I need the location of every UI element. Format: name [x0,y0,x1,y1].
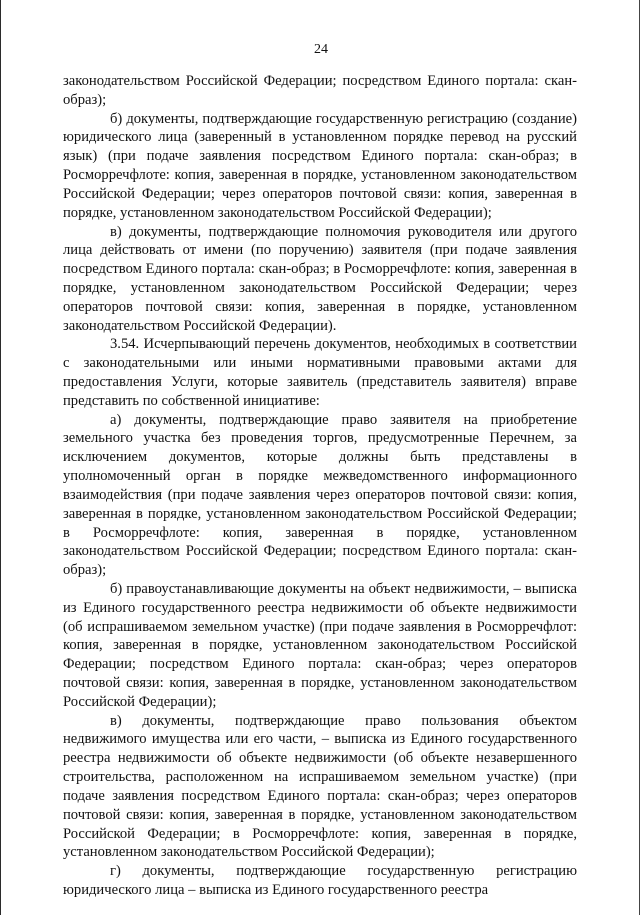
paragraph-item-a: а) документы, подтверждающие право заявителя на приобретение земельного участка без проведения торгов, предусмотренные Перечнем, за исключением документов, которые должны быть представлены в уполномоченный орган в порядке межведомственного информационного взаимодействия (при подаче заявления через операторов почтовой связи: копия, заверенная в порядке, установленном законодательством Российской Федерации; в Росморречфлоте: копия, заверенная в порядке, установленном законодательством Российской Федерации; посредством Единого портала: скан-образ); [63,411,577,579]
paragraph-item-v-2: в) документы, подтверждающие право пользования объектом недвижимого имущества или его части, – выписка из Единого государственного реестра недвижимости об объекте недвижимости (об объекте незавершенного строительства, расположенном на испрашиваемом земельном участке) (при подаче заявления посредством Единого портала: скан-образ; через операторов почтовой связи: копия, заверенная в порядке, установленном законодательством Российской Федерации; в Росморречфлоте: копия, заверенная в порядке, установленном законодательством Российской Федерации); [63,712,577,861]
page-number: 24 [314,42,328,57]
paragraph-clause-3-54: 3.54. Исчерпывающий перечень документов, необходимых в соответствии с законодательными или иными нормативными правовыми актами для предоставления Услуги, которые заявитель (представитель заявителя) вправе представить по собственной инициативе: [63,336,577,409]
paragraph-continuation: законодательством Российской Федерации; посредством Единого портала: скан-образ); [63,73,577,108]
paragraph-item-g: г) документы, подтверждающие государственную регистрацию юридического лица – выписка из Единого государственного реестра [63,863,577,898]
paragraph-item-b: б) документы, подтверждающие государственную регистрацию (создание) юридического лица (заверенный в установленном порядке перевод на русский язык) (при подаче заявления посредством Единого портала: скан-образ; в Росморречфлоте: копия, заверенная в порядке, установленном законодательством Российской Федерации; через операторов почтовой связи: копия, заверенная в порядке, установленном законодательством Российской Федерации); [63,110,577,221]
paragraph-item-v: в) документы, подтверждающие полномочия руководителя или другого лица действовать от имени (по поручению) заявителя (при подаче заявления посредством Единого портала: скан-образ; в Росморречфлоте: копия, заверенная в порядке, установленном законодательством Российской Федерации; через операторов почтовой связи: копия, заверенная в порядке, установленном законодательством Российской Федерации). [63,223,577,334]
paragraph-item-b-2: б) правоустанавливающие документы на объект недвижимости, – выписка из Единого государственного реестра недвижимости об объекте недвижимости (об испрашиваемом земельном участке) (при подаче заявления в Росморречфлот: копия, заверенная в порядке, установленном законодательством Российской Федерации; посредством Единого портала: скан-образ; через операторов почтовой связи: копия, заверенная в порядке, установленном законодательством Российской Федерации); [63,580,577,710]
document-body [63,72,577,900]
